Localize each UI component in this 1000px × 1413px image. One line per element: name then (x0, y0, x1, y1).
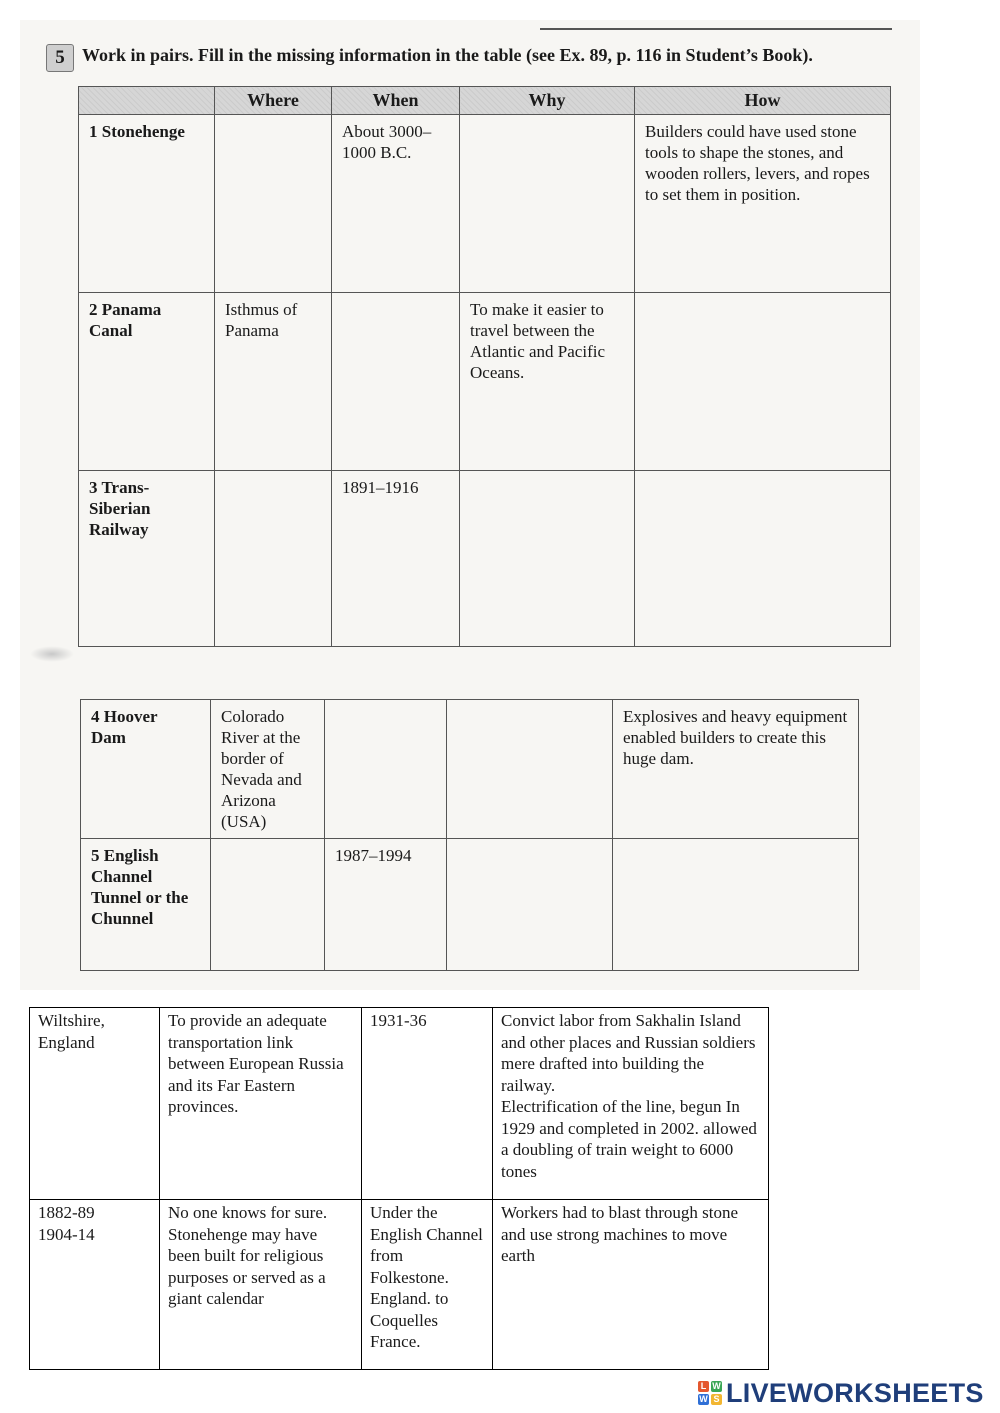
top-rule (540, 28, 892, 30)
why-cell (460, 115, 635, 293)
answer-row (30, 1008, 769, 1200)
answer-card[interactable]: Under the English Channel from Folkestone. England. to Coquelles France. (362, 1200, 493, 1370)
exercise-instruction: Work in pairs. Fill in the missing information in the table (see Ex. 89, p. 116 in Student’s Book). (82, 45, 813, 65)
header-when: When (332, 87, 460, 115)
when-cell: 1891–1916 (332, 471, 460, 647)
answer-card[interactable]: No one knows for sure. Stonehenge may have been built for religious purposes or served as a giant calendar (160, 1200, 362, 1370)
exercise-header (46, 44, 896, 78)
why-cell (447, 700, 613, 839)
answer-options-table (29, 1007, 769, 1370)
table-row (81, 700, 859, 839)
scan-smudge (30, 646, 74, 662)
logo-tiles-icon (698, 1381, 722, 1405)
header-why: Why (460, 87, 635, 115)
where-cell (215, 471, 332, 647)
exercise-number: 5 (46, 44, 74, 72)
logo-tile: L (698, 1381, 709, 1392)
when-cell: About 3000– 1000 B.C. (332, 115, 460, 293)
when-cell: 1987–1994 (325, 839, 447, 971)
why-cell (460, 471, 635, 647)
answer-row (30, 1200, 769, 1370)
how-cell (635, 471, 891, 647)
header-blank (79, 87, 215, 115)
why-cell (447, 839, 613, 971)
row-name: 3 Trans- Siberian Railway (79, 471, 215, 647)
worksheet-table-part-2 (80, 699, 859, 971)
row-name: 1 Stonehenge (79, 115, 215, 293)
table-header-row (79, 87, 891, 115)
table-row (79, 293, 891, 471)
header-where: Where (215, 87, 332, 115)
logo-tile: W (712, 1381, 721, 1391)
when-cell (332, 293, 460, 471)
answer-card[interactable]: Convict labor from Sakhalin Island and other places and Russian soldiers mere drafted into building the railway. Electrification of the line, begun In 1929 and completed in 2002. allowed a doubling of train weight to 6000 tones (493, 1008, 769, 1200)
table-row (81, 839, 859, 971)
how-cell: Builders could have used stone tools to shape the stones, and wooden rollers, levers, and ropes to set them in position. (635, 115, 891, 293)
how-cell (635, 293, 891, 471)
logo-text: LIVEWORKSHEETS (726, 1377, 984, 1408)
header-how: How (635, 87, 891, 115)
where-cell: Colorado River at the border of Nevada and Arizona (USA) (211, 700, 325, 839)
answer-card[interactable]: Wiltshire, England (30, 1008, 160, 1200)
how-cell: Explosives and heavy equipment enabled builders to create this huge dam. (613, 700, 859, 839)
logo-tile: S (711, 1394, 722, 1405)
when-cell (325, 700, 447, 839)
why-cell: To make it easier to travel between the Atlantic and Pacific Oceans. (460, 293, 635, 471)
answer-card[interactable]: 1931-36 (362, 1008, 493, 1200)
worksheet-table-part-1 (78, 86, 891, 647)
answer-card[interactable]: To provide an adequate transportation link between European Russia and its Far Eastern provinces. (160, 1008, 362, 1200)
table-row (79, 471, 891, 647)
where-cell (215, 115, 332, 293)
where-cell (211, 839, 325, 971)
row-name: 2 Panama Canal (79, 293, 215, 471)
row-name: 4 Hoover Dam (81, 700, 211, 839)
logo-tile: W (699, 1394, 708, 1404)
table-row (79, 115, 891, 293)
row-name: 5 English Channel Tunnel or the Chunnel (81, 839, 211, 971)
liveworksheets-logo (698, 1378, 984, 1408)
answer-card[interactable]: 1882-89 1904-14 (30, 1200, 160, 1370)
how-cell (613, 839, 859, 971)
answer-card[interactable]: Workers had to blast through stone and use strong machines to move earth (493, 1200, 769, 1370)
where-cell: Isthmus of Panama (215, 293, 332, 471)
